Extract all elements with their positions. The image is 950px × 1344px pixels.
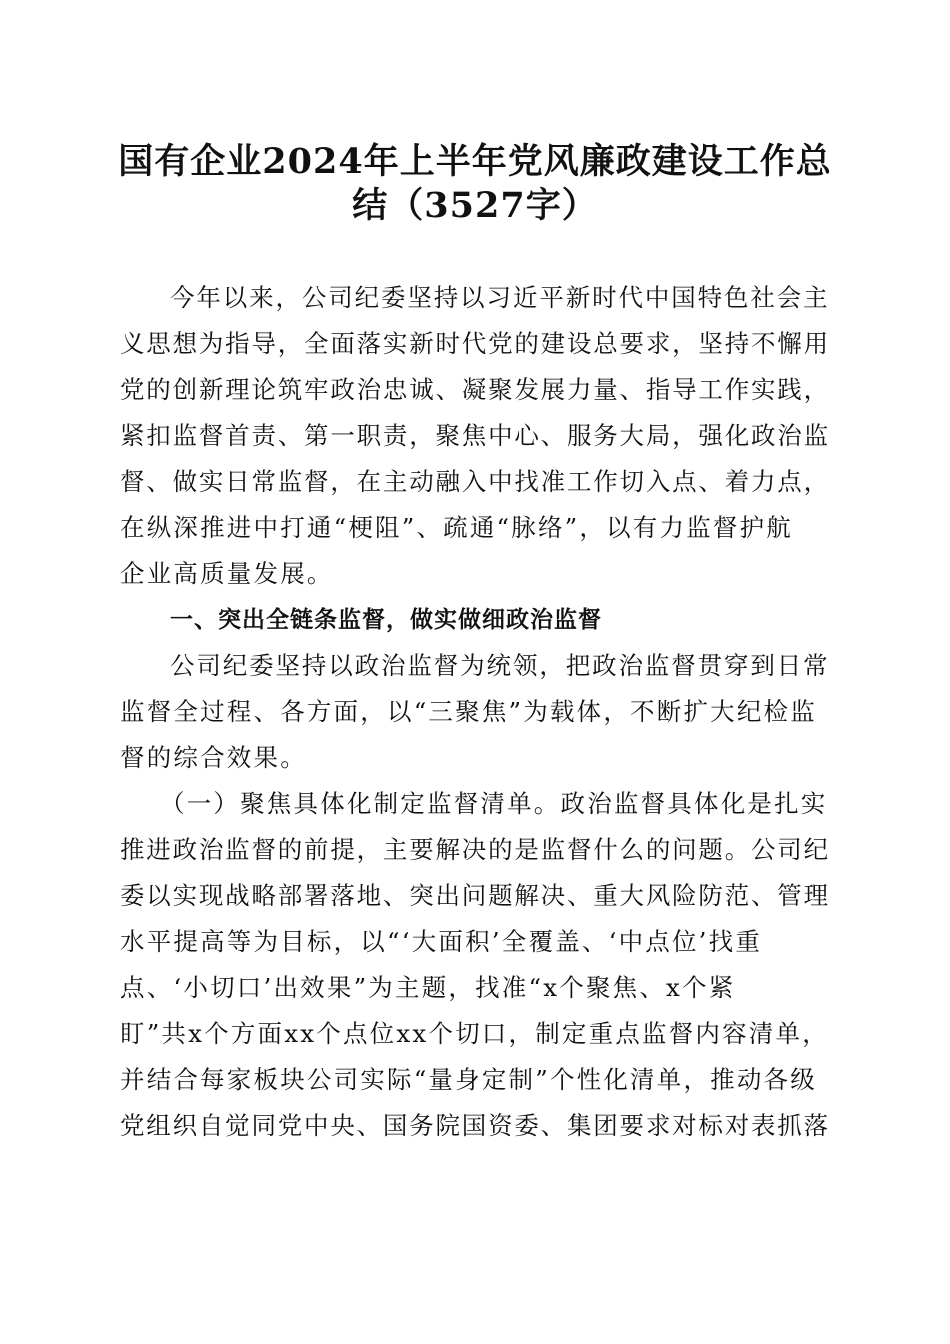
document-title-line-1: 国有企业2024年上半年党风廉政建设工作总 xyxy=(118,141,832,182)
paragraph-line: 义思想为指导，全面落实新时代党的建设总要求，坚持不懈用 xyxy=(120,329,830,358)
paragraph-line: 紧扣监督首责、第一职责，聚焦中心、服务大局，强化政治监 xyxy=(120,421,830,450)
paragraph-line: 督的综合效果。 xyxy=(120,743,307,772)
paragraph-line: 督、做实日常监督，在主动融入中找准工作切入点、着力点， xyxy=(120,467,830,496)
paragraph-line: 水平提高等为目标，以“‘大面积’全覆盖、‘中点位’找重 xyxy=(120,927,763,956)
paragraph-line: 监督全过程、各方面，以“三聚焦”为载体，不断扩大纪检监 xyxy=(120,697,817,726)
paragraph-line: 党的创新理论筑牢政治忠诚、凝聚发展力量、指导工作实践， xyxy=(120,375,830,404)
paragraph-line: 在纵深推进中打通“梗阻”、疏通“脉络”，以有力监督护航 xyxy=(120,513,793,542)
paragraph-line: 并结合每家板块公司实际“量身定制”个性化清单，推动各级 xyxy=(120,1065,817,1094)
document-title-line-2: 结（3527字） xyxy=(352,185,598,226)
paragraph-line: 点、‘小切口’出效果”为主题，找准“x个聚焦、x个紧 xyxy=(120,973,736,1002)
paragraph-line: 企业高质量发展。 xyxy=(120,559,334,588)
paragraph-line: 推进政治监督的前提，主要解决的是监督什么的问题。公司纪 xyxy=(120,835,830,864)
paragraph-line: 今年以来，公司纪委坚持以习近平新时代中国特色社会主 xyxy=(170,283,830,312)
paragraph-line: 委以实现战略部署落地、突出问题解决、重大风险防范、管理 xyxy=(120,881,830,910)
paragraph-line: 公司纪委坚持以政治监督为统领，把政治监督贯穿到日常 xyxy=(170,651,830,680)
paragraph-line: 盯”共x个方面xx个点位xx个切口，制定重点监督内容清单， xyxy=(120,1019,829,1048)
subsection-line: （一）聚焦具体化制定监督清单。政治监督具体化是扎实 xyxy=(160,789,828,818)
section-heading: 一、突出全链条监督，做实做细政治监督 xyxy=(170,607,602,633)
paragraph-line: 党组织自觉同党中央、国务院国资委、集团要求对标对表抓落 xyxy=(120,1111,830,1140)
